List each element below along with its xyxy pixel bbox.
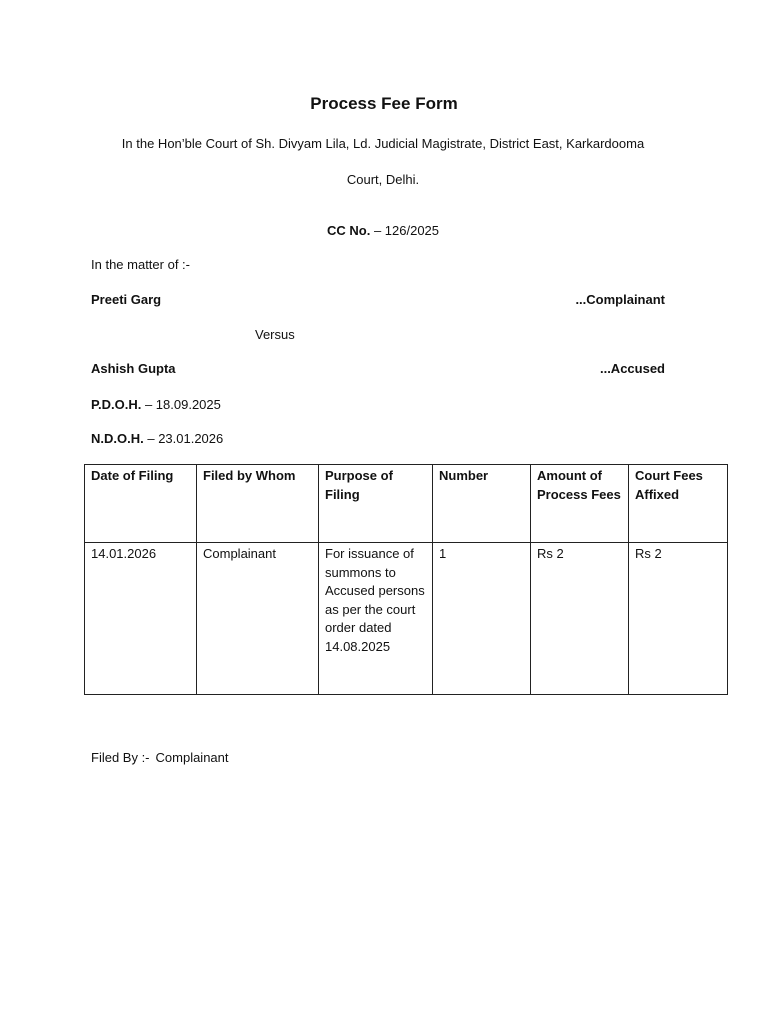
accused-role: ...Accused [599, 361, 665, 376]
complainant-name: Preeti Garg [91, 292, 162, 307]
previous-date-of-hearing [91, 397, 221, 412]
header-court-fees-affixed: Court Fees Affixed [629, 465, 728, 543]
cell-purpose-of-filing: For issuance of summons to Accused persons as per the court order dated 14.08.2025 [319, 543, 433, 695]
case-number [0, 223, 766, 238]
pdoh-value: – 18.09.2025 [141, 397, 221, 412]
cell-date-of-filing: 14.01.2026 [85, 543, 197, 695]
ndoh-label: N.D.O.H. [91, 431, 144, 446]
header-amount-of-process-fees: Amount of Process Fees [531, 465, 629, 543]
header-filed-by-whom: Filed by Whom [197, 465, 319, 543]
header-date-of-filing: Date of Filing [85, 465, 197, 543]
case-number-value: – 126/2025 [370, 223, 440, 238]
versus-text: Versus [255, 327, 295, 342]
court-line-2: Court, Delhi. [346, 172, 420, 187]
cell-court-fees-affixed: Rs 2 [629, 543, 728, 695]
filed-by-label: Filed By :- [91, 750, 150, 765]
cell-filed-by-whom: Complainant [197, 543, 319, 695]
pdoh-label: P.D.O.H. [91, 397, 142, 412]
table-header-row [85, 465, 728, 543]
form-title: Process Fee Form [310, 94, 458, 113]
cell-number: 1 [433, 543, 531, 695]
filed-by [91, 750, 229, 765]
ndoh-value: – 23.01.2026 [143, 431, 224, 446]
case-number-label: CC No. [326, 223, 371, 238]
filed-by-value: Complainant [155, 750, 229, 765]
cell-amount-of-process-fees: Rs 2 [531, 543, 629, 695]
next-date-of-hearing [91, 431, 223, 446]
header-number: Number [433, 465, 531, 543]
process-fee-table [84, 464, 728, 695]
header-purpose-of-filing: Purpose of Filing [319, 465, 433, 543]
accused-name: Ashish Gupta [91, 361, 176, 376]
complainant-role: ...Complainant [575, 292, 665, 307]
table-row [85, 543, 728, 695]
court-line-1: In the Hon’ble Court of Sh. Divyam Lila, Ld. Judicial Magistrate, District East, Karkardooma [121, 136, 645, 151]
matter-heading: In the matter of :- [91, 257, 190, 272]
